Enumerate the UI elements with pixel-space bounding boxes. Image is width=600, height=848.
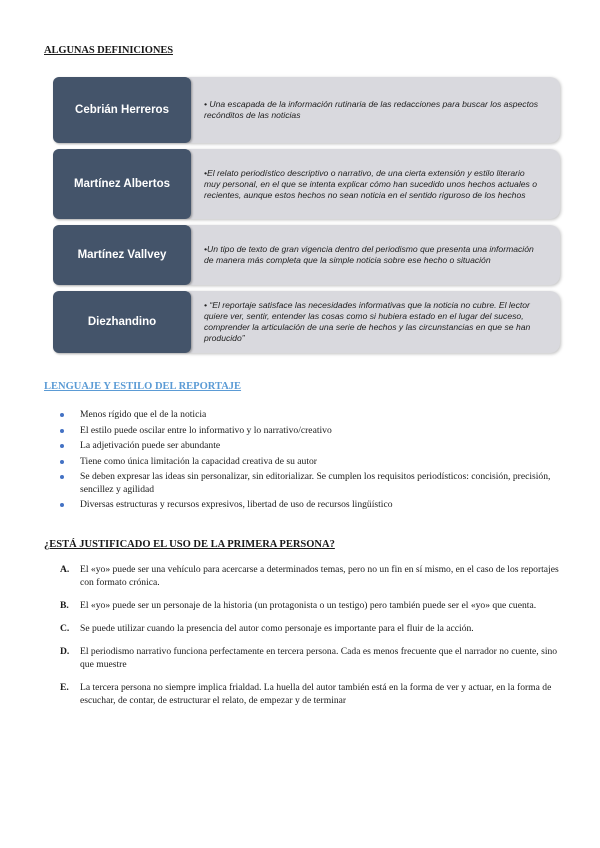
definition-row bbox=[53, 291, 560, 353]
list-item bbox=[60, 425, 565, 438]
style-bullet-list bbox=[60, 409, 565, 515]
list-item bbox=[60, 681, 565, 707]
definition-author: Martínez Albertos bbox=[53, 149, 191, 219]
list-item-text: El «yo» puede ser un personaje de la historia (un protagonista o un testigo) pero también puede ser el «yo» que cuenta. bbox=[80, 600, 537, 611]
bullet-icon bbox=[60, 444, 64, 448]
definition-author: Cebrián Herreros bbox=[53, 77, 191, 143]
list-item-text: El periodismo narrativo funciona perfectamente en tercera persona. Cada es menos frecuente que el narrador no cuente, sino que muestre bbox=[80, 646, 558, 670]
list-item-text: Menos rígido que el de la noticia bbox=[80, 409, 207, 420]
section-title-primera-persona: ¿ESTÁ JUSTIFICADO EL USO DE LA PRIMERA PERSONA? bbox=[44, 539, 335, 550]
section-title-lenguaje: LENGUAJE Y ESTILO DEL REPORTAJE bbox=[44, 381, 242, 392]
list-item bbox=[60, 645, 565, 671]
list-item bbox=[60, 599, 565, 612]
list-item bbox=[60, 456, 565, 469]
definition-row bbox=[53, 225, 560, 285]
list-item-text: El «yo» puede ser una vehículo para acercarse a determinados temas, pero no un fin en sí mismo, en el caso de los reportajes con formato crónica. bbox=[80, 564, 559, 588]
section-title-definiciones: ALGUNAS DEFINICIONES bbox=[44, 45, 173, 56]
list-item-text: Diversas estructuras y recursos expresivos, libertad de uso de recursos lingüístico bbox=[80, 499, 393, 510]
list-item bbox=[60, 563, 565, 589]
bullet-icon bbox=[60, 503, 64, 507]
list-item bbox=[60, 499, 565, 512]
list-item-letter: E. bbox=[60, 682, 69, 693]
list-item-letter: A. bbox=[60, 564, 70, 575]
definition-text: •El relato periodístico descriptivo o narrativo, de una cierta extensión y estilo literario muy personal, en el que se intenta explicar cómo han sucedido unos hechos actuales o recientes, aunque estos hechos no sean noticia en el sentido riguroso de los hechos bbox=[188, 149, 560, 219]
list-item-text: Tiene como única limitación la capacidad creativa de su autor bbox=[80, 455, 318, 467]
definition-row bbox=[53, 149, 560, 219]
bullet-icon bbox=[60, 460, 64, 464]
definition-row bbox=[53, 77, 560, 143]
definition-text: • Una escapada de la información rutinaria de las redacciones para buscar los aspectos recónditos de las noticias bbox=[188, 77, 560, 143]
list-item bbox=[60, 471, 565, 496]
definition-text: •Un tipo de texto de gran vigencia dentro del periodismo que presenta una información de manera más completa que la simple noticia sobre ese hecho o situación bbox=[188, 225, 560, 285]
list-item-text: Se deben expresar las ideas sin personalizar, sin editorializar. Se cumplen los requisitos periodísticos: concisión, precisión, sencillez y agilidad bbox=[80, 471, 551, 495]
list-item-text: La tercera persona no siempre implica frialdad. La huella del autor también está en la forma de ver y actuar, en la forma de escuchar, de contar, de estructurar el relato, de empezar y de terminar bbox=[80, 682, 552, 706]
list-item bbox=[60, 622, 565, 635]
definitions-list bbox=[53, 77, 560, 359]
first-person-list bbox=[60, 563, 565, 717]
list-item-text: Se puede utilizar cuando la presencia del autor como personaje es importante para el fluir de la acción. bbox=[80, 623, 474, 634]
definition-author: Diezhandino bbox=[53, 291, 191, 353]
definition-author: Martínez Vallvey bbox=[53, 225, 191, 285]
list-item bbox=[60, 409, 565, 422]
list-item-text: La adjetivación puede ser abundante bbox=[80, 440, 221, 451]
list-item-text: El estilo puede oscilar entre lo informativo y lo narrativo/creativo bbox=[80, 424, 332, 436]
list-item-letter: B. bbox=[60, 600, 69, 611]
list-item-letter: C. bbox=[60, 623, 70, 634]
list-item bbox=[60, 440, 565, 453]
bullet-icon bbox=[60, 413, 64, 417]
bullet-icon bbox=[60, 429, 64, 433]
bullet-icon bbox=[60, 475, 64, 479]
list-item-letter: D. bbox=[60, 646, 70, 657]
definition-text: • “El reportaje satisface las necesidades informativas que la noticia no cubre. El lector quiere ver, sentir, entender las cosas como si hubiera estado en el lugar del suceso, comprender la articulación de una serie de hechos y las circunstancias en que se han producido” bbox=[188, 291, 560, 353]
